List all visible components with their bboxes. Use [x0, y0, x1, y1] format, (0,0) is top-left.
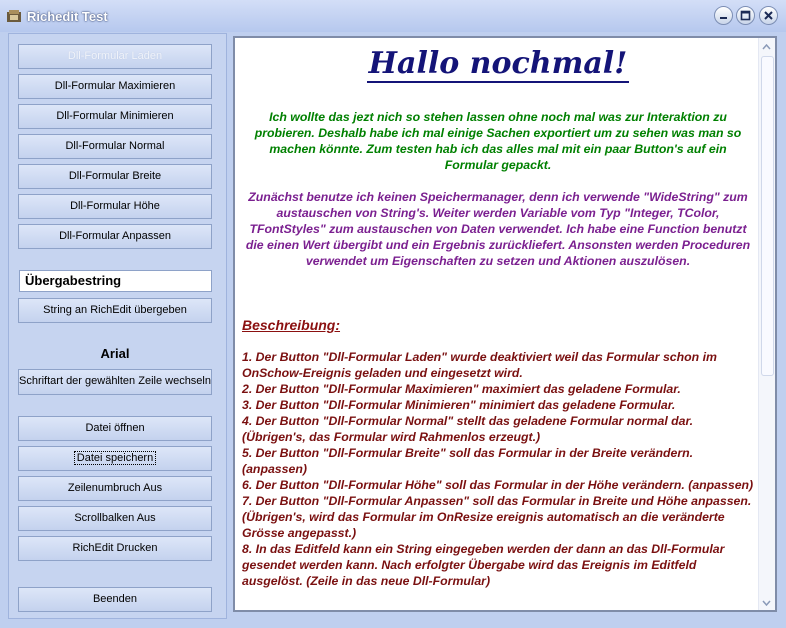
dll-formular-laden-button[interactable]: Dll-Formular Laden: [18, 44, 212, 69]
maximize-button[interactable]: [736, 6, 755, 25]
richedit-content: [242, 42, 754, 589]
string-submit-button[interactable]: String an RichEdit übergeben: [18, 298, 212, 323]
minimize-icon: [718, 10, 729, 21]
maximize-icon: [740, 10, 751, 21]
dll-formular-maximieren-button[interactable]: Dll-Formular Maximieren: [18, 74, 212, 99]
list-item: 4. Der Button "Dll-Formular Normal" stellt das geladene Formular normal dar. (Übrigen's, das Formular wird Rahmenlos erzeugt.): [242, 414, 694, 444]
richedit-area[interactable]: [233, 36, 777, 612]
vertical-scrollbar[interactable]: [758, 38, 775, 610]
scroll-up-icon[interactable]: [762, 44, 771, 50]
close-icon: [763, 10, 774, 21]
font-name-label: Arial: [100, 346, 130, 361]
scrollbars-button[interactable]: Scrollbalken Aus: [18, 506, 212, 531]
title-bar[interactable]: [0, 0, 786, 32]
word-wrap-button[interactable]: Zeilenumbruch Aus: [18, 476, 212, 501]
list-item: 6. Der Button "Dll-Formular Höhe" soll das Formular in der Höhe verändern. (anpassen): [242, 478, 754, 492]
change-font-button[interactable]: Schriftart der gewählten Zeile wechseln: [18, 369, 212, 395]
description-list: [242, 349, 754, 589]
description-heading: Beschreibung:: [242, 317, 341, 333]
scroll-thumb[interactable]: [761, 56, 774, 376]
heading: Hallo nochmal!: [368, 46, 628, 81]
list-item: 7. Der Button "Dll-Formular Anpassen" soll das Formular in Breite und Höhe anpassen. (Übrigen's, wird das Formular im OnResize ereignis automatisch an die veränderte Grösse angepasst.): [242, 494, 752, 540]
minimize-button[interactable]: [714, 6, 733, 25]
dll-formular-normal-button[interactable]: Dll-Formular Normal: [18, 134, 212, 159]
save-file-button[interactable]: Datei speichern: [18, 446, 212, 471]
list-item: 8. In das Editfeld kann ein String eingegeben werden der dann an das Dll-Formular gesendet werden kann. Nach erfolgter Übergabe wird das Ereignis im Editfeld ausgelöst. (Zeile in das neue Dll-Formular): [242, 542, 725, 588]
list-item: 2. Der Button "Dll-Formular Maximieren" maximiert das geladene Formular.: [242, 382, 681, 396]
list-item: 3. Der Button "Dll-Formular Minimieren" minimiert das geladene Formular.: [242, 398, 676, 412]
scroll-down-icon[interactable]: [762, 600, 771, 606]
list-item: 5. Der Button "Dll-Formular Breite" soll das Formular in der Breite verändern. (anpassen): [242, 446, 694, 476]
app-icon: [6, 9, 22, 23]
close-button[interactable]: [759, 6, 778, 25]
dll-formular-hoehe-button[interactable]: Dll-Formular Höhe: [18, 194, 212, 219]
intro-paragraph: Ich wollte das jezt nich so stehen lassen ohne noch mal was zur Interaktion zu probieren. Deshalb habe ich mal einige Sachen exportiert um zu sehen was man so machen könnte. Zum testen hab ich das alles mal mit ein paar Button's auf ein Formular gepackt.: [254, 110, 742, 172]
dll-formular-anpassen-button[interactable]: Dll-Formular Anpassen: [18, 224, 212, 249]
dll-formular-breite-button[interactable]: Dll-Formular Breite: [18, 164, 212, 189]
details-paragraph: Zunächst benutze ich keinen Speichermanager, denn ich verwende "WideString" zum austauschen von String's. Weiter werden Variable vom Typ "Integer, TColor, TFontStyles" zum austauschen von Daten verwendet. Ich habe eine Function benutzt die einen Wert übergibt und ein Ergebnis zurückliefert. Ansonsten werden Proceduren verwendet um Eigenschaften zu setzen und Aktionen auszulösen.: [245, 190, 751, 268]
string-input[interactable]: Übergabestring: [19, 270, 212, 292]
list-item: 1. Der Button "Dll-Formular Laden" wurde deaktiviert weil das Formular schon im OnSchow-Ereignis geladen und eingesetzt wird.: [242, 350, 717, 380]
print-richedit-button[interactable]: RichEdit Drucken: [18, 536, 212, 561]
open-file-button[interactable]: Datei öffnen: [18, 416, 212, 441]
dll-formular-minimieren-button[interactable]: Dll-Formular Minimieren: [18, 104, 212, 129]
window-title: Richedit Test: [27, 9, 108, 24]
exit-button[interactable]: Beenden: [18, 587, 212, 612]
